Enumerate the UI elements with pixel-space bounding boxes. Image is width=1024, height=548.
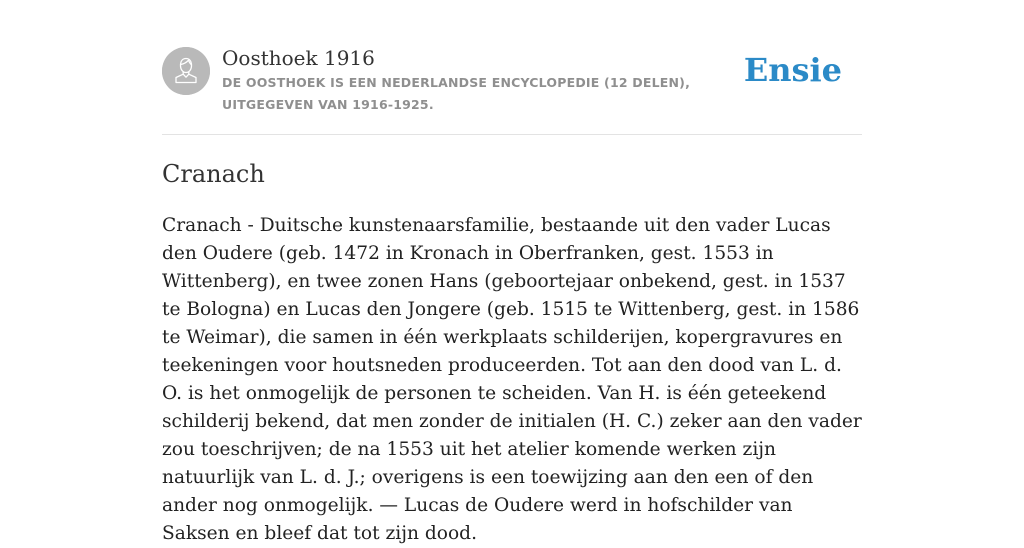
page bbox=[162, 0, 862, 544]
source-title[interactable]: Oosthoek 1916 bbox=[222, 46, 375, 70]
ensie-logo-link[interactable]: Ensie bbox=[743, 51, 842, 89]
entry-title: Cranach bbox=[162, 160, 265, 188]
source-description: DE OOSTHOEK IS EEN NEDERLANDSE ENCYCLOPEDIE (12 DELEN), UITGEGEVEN VAN 1916-1925. bbox=[222, 75, 691, 112]
entry-body: Cranach - Duitsche kunstenaarsfamilie, bestaande uit den vader Lucas den Oudere (geb. 1472 in Kronach in Oberfranken, gest. 1553 in Wittenberg), en twee zonen Hans (geboortejaar onbekend, gest. in 1537 te Bologna) en Lucas den Jongere (geb. 1515 te Wittenberg, gest. in 1586 te Weimar), die samen in één werkplaats schilderijen, kopergravures en teekeningen voor houtsneden produceerden. Tot aan den dood van L. d. O. is het onmogelijk de personen te scheiden. Van H. is één geteekend schilderij bekend, dat men zonder de initialen (H. C.) zeker aan den vader zou toeschrijven; de na 1553 uit het atelier komende werken zijn natuurlijk van L. d. J.; overigens is een toewijzing aan den een of den ander nog onmogelijk. — Lucas de Oudere werd in hofschilder van Saksen en bleef dat tot zijn dood. bbox=[162, 215, 862, 544]
source-header bbox=[162, 0, 862, 135]
user-silhouette-icon[interactable] bbox=[162, 47, 210, 95]
